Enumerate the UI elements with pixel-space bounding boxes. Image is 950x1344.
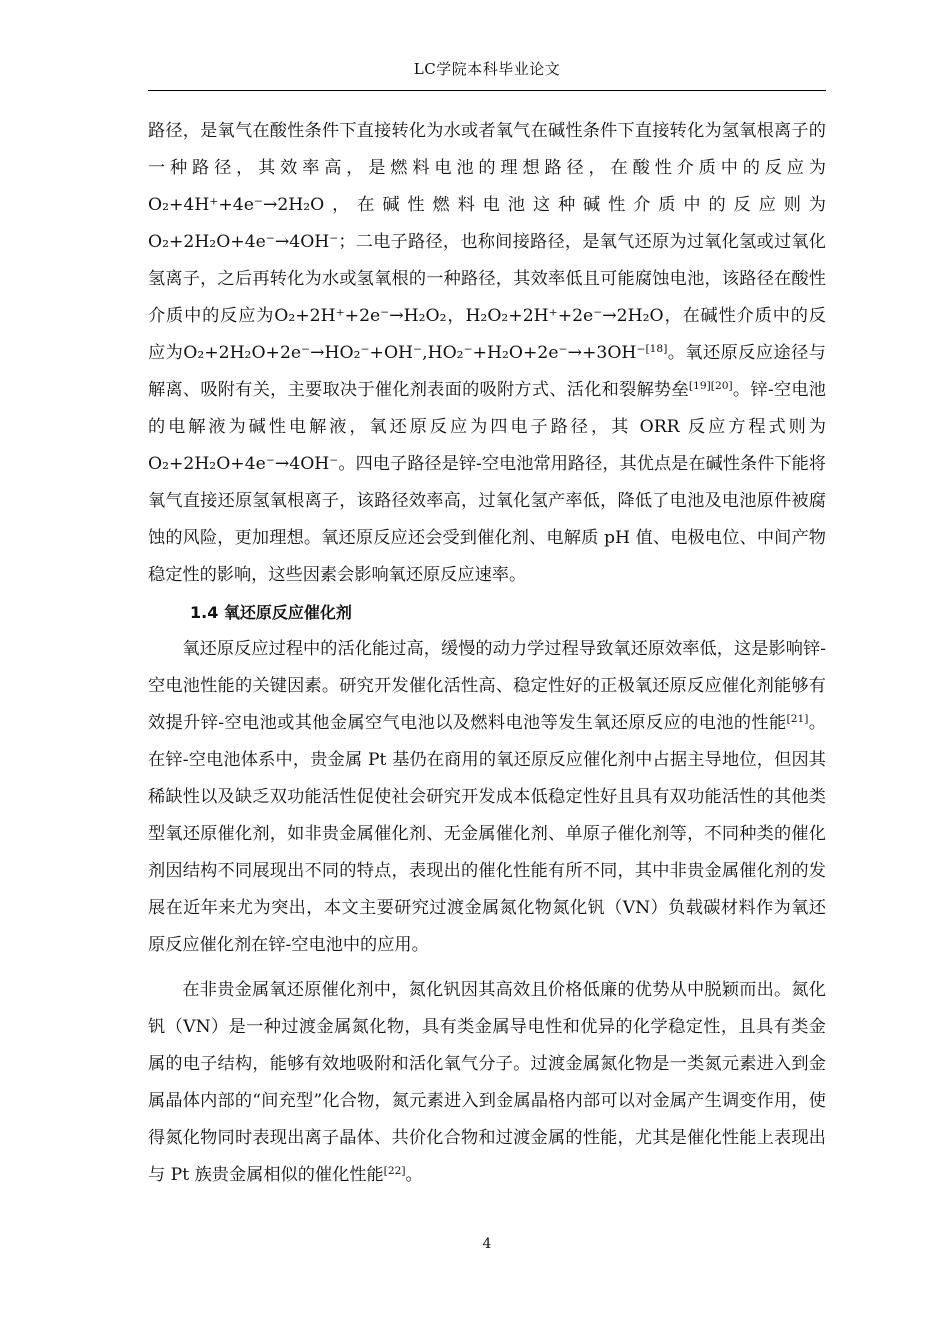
text: 在非贵金属氧还原催化剂中，氮化钒因其高效且价格低廉的优势从中脱颖而出。氮化钒（VN）是一种过渡金属氮化物，具有类金属导电性和优异的化学稳定性，且具有类金属的电子结构，能够有效地吸附和活化氧气分子。过渡金属氮化物是一类氮元素进入到金属晶体内部的“间充型”化合物，氮元素进入到金属晶格内部可以对金属产生调变作用，使得氮化物同时表现出离子晶体、共价化合物和过渡金属的性能，尤其是催化性能上表现出与 Pt 族贵金属相似的催化性能: [148, 980, 826, 1185]
text: ；二电子路径，也称间接路径，是氧气还原为过氧化氢或过氧化氢离子，之后再转化为水或氢氧根的一种路径，其效率低且可能腐蚀电池，该路径在酸性介质中的反应为: [148, 232, 826, 326]
equation: HO₂⁻+H₂O+2e⁻→+3OH⁻: [427, 343, 646, 363]
text: 。在锌-空电池体系中，贵金属 Pt 基仍在商用的氧还原反应催化剂中占据主导地位，但因其稀缺性以及缺乏双功能活性促使社会研究开发成本低稳定性好且具有双功能活性的其他类型氧还原催化剂，如非贵金属催化剂、无金属催化剂、单原子催化剂等，不同种类的催化剂因结构不同展现出不同的特点，表现出的催化性能有所不同，其中非贵金属催化剂的发展在近年来尤为突出，本文主要研究过渡金属氮化物氮化钒（VN）负载碳材料作为氧还原反应催化剂在锌-空电池中的应用。: [148, 713, 826, 955]
text: ，在碱性燃料电池这种碱性介质中的反应则为: [324, 195, 826, 215]
equation: O₂+2H₂O+2e⁻→HO₂⁻+OH⁻: [183, 343, 423, 363]
text: ,: [422, 343, 428, 363]
paragraph-3: [148, 972, 826, 1194]
body-text: [148, 113, 826, 1194]
text: ，: [446, 306, 466, 326]
paragraph-1: [148, 113, 826, 594]
section-heading: 1.4 氧还原反应催化剂: [190, 603, 352, 622]
equation: O₂+2H⁺+2e⁻→H₂O₂: [274, 306, 447, 326]
header-rule: [148, 90, 826, 91]
citation: [19][20]: [688, 379, 733, 393]
equation: O₂+2H₂O+4e⁻→4OH⁻: [148, 232, 339, 252]
citation: [21]: [786, 712, 809, 726]
citation: [18]: [645, 342, 668, 356]
text: 。: [405, 1165, 423, 1185]
text: 。氧还原反应途径与解离、吸附有关，主要取决于催化剂表面的吸附方式、活化和裂解势垒: [148, 343, 826, 400]
citation: [22]: [383, 1164, 406, 1178]
equation: H₂O₂+2H⁺+2e⁻→2H₂O: [465, 306, 664, 326]
page-number: 4: [482, 1236, 492, 1252]
text: 。四电子路径是锌-空电池常用路径，其优点是在碱性条件下能将氧气直接还原氢氧根离子，该路径效率高，过氧化氢产率低，降低了电池及电池原件被腐蚀的风险，更加理想。氧还原反应还会受到催化剂、电解质 pH 值、电极电位、中间产物稳定性的影响，这些因素会影响氧还原反应速率。: [148, 454, 826, 585]
text: ，在碱性介质中的反应为: [148, 306, 826, 363]
text: 路径，是氧气在酸性条件下直接转化为水或者氧气在碱性条件下直接转化为氢氧根离子的一种路径，其效率高，是燃料电池的理想路径，在酸性介质中的反应为: [148, 121, 826, 178]
running-header: LC学院本科毕业论文: [413, 60, 561, 78]
equation: O₂+4H⁺+4e⁻→2H₂O: [148, 195, 325, 215]
equation: O₂+2H₂O+4e⁻→4OH⁻: [148, 454, 339, 474]
paragraph-2: [148, 631, 826, 964]
text: 。锌-空电池的电解液为碱性电解液，氧还原反应为四电子路径，其 ORR 反应方程式则为: [148, 380, 826, 437]
text: 氧还原反应过程中的活化能过高，缓慢的动力学过程导致氧还原效率低，这是影响锌-空电池性能的关键因素。研究开发催化活性高、稳定性好的正极氧还原反应催化剂能够有效提升锌-空电池或其他金属空气电池以及燃料电池等发生氧还原反应的电池的性能: [148, 639, 826, 733]
